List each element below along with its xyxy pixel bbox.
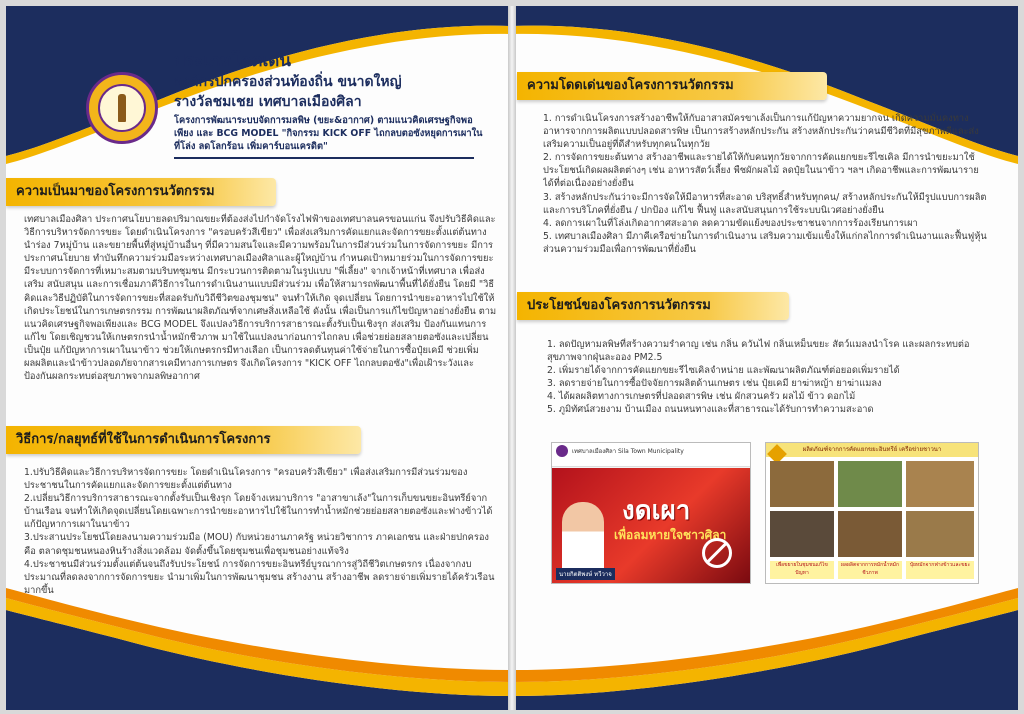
highlight-item: 3. สร้างหลักประกันว่าจะมีการจัดให้มีอาหารที่สะอาด บริสุทธิ์สำหรับทุกคน/ สร้างหลักประกันให้มีรูปแบบการผลิตและการบริโภคที่ยั่งยืน / ปกป้อง แก้ไข ฟื้นฟู และสนับสนุนการใช้ระบบนิเวศอย่างยั่งยืน: [543, 191, 987, 216]
award-title: รางวัลชมเชย เทศบาลเมืองศิลา: [174, 94, 362, 110]
mayor-portrait: [562, 502, 604, 576]
poster-header-text: เทศบาลเมืองศิลา Sila Town Municipality: [572, 448, 684, 455]
product-photo: [838, 511, 902, 557]
strategy-item: 1.ปรับวิธีคิดและวิธีการบริหารจัดการขยะ โดยดำเนินโครงการ "ครอบครัวสีเขียว" เพื่อส่งเสริมการมีส่วนร่วมของประชาชนในการคัดแยกและจัดการขยะตั้งแต่ต้นทาง: [24, 467, 468, 492]
strategy-item: 4.ประชาชนมีส่วนร่วมตั้งแต่ต้นจนถึงรับประโยชน์ การจัดการขยะอินทรีย์บูรณาการสู่วิถีชีวิตเกษตรกร เนื่องจากงบประมาณที่ลดลงจากการจัดการขยะ นำมาเพิ่มในการพัฒนาชุมชน สร้างงาน สร้างอาชีพ ลดรายจ่ายเพิ่มรายได้ครัวเรือนมากขึ้น: [24, 558, 495, 596]
book-spine: [508, 6, 516, 710]
benefit-item: 1. ลดปัญหามลพิษที่สร้างความรำคาญ เช่น กลิ่น ควันไฟ กลิ่นเหม็นขยะ สัตว์แมลงนำโรค และผลกระทบต่อสุขภาพจากฝุ่นละออง PM2.5: [547, 339, 970, 364]
page-avatar-icon: [556, 445, 568, 457]
strategy-item: 3.ประสานประโยชน์โดยลงนามความร่วมมือ (MOU) กับหน่วยงานภาครัฐ หน่วยวิชาการ ภาคเอกชน และฝ่ายปกครอง คือ ตลาดชุมชนหนองหินร้างสิ่งแวดล้อม จัดตั้งขึ้นโดยชุมชนเพื่อชุมชนอย่างแท้จริง: [24, 532, 489, 557]
no-burning-icon: [702, 538, 732, 568]
page-title: ประเภทโดดเด่น: [174, 51, 291, 71]
poster-big-text: งดเผา: [622, 496, 691, 526]
section-banner-background: [6, 178, 276, 206]
highlight-banner: [517, 72, 827, 100]
poster-caption: นายกิตติพงษ์ ทวีวาจ: [556, 568, 615, 580]
monument-icon: [118, 94, 126, 122]
municipality-logo: [86, 72, 158, 144]
collage-label-right: ปุ๋ยหมักจากฟางข้าวและขยะ: [906, 561, 974, 579]
benefit-item: 4. ได้ผลผลิตทางการเกษตรที่ปลอดสารพิษ เช่น ผักสวนครัว ผลไม้ ข้าว ดอกไม้: [547, 391, 856, 403]
strategy-list: [24, 466, 500, 606]
title-block: [174, 50, 484, 159]
poster-body: [552, 468, 750, 583]
org-type: องค์กรปกครองส่วนท้องถิ่น ขนาดใหญ่: [174, 74, 402, 90]
collage-label-left: เพื่อขยายในชุมชนแก้ไขปัญหา: [770, 561, 834, 579]
project-name: โครงการพัฒนาระบบจัดการมลพิษ (ขยะ&อากาศ) ตามแนวคิดเศรษฐกิจพอเพียง และ BCG MODEL "กิจกรรม KICK OFF ไถกลบตอซังหยุดการเผาในที่โล่ง ลดโลกร้อน เพิ่มคาร์บอนเครดิต": [174, 115, 483, 152]
benefit-item: 2. เพิ่มรายได้จากการคัดแยกขยะรีไซเคิลจำหน่าย และพัฒนาผลิตภัณฑ์ต่อยอดเพิ่มรายได้: [547, 365, 900, 377]
poster-sub-text: เพื่อลมหายใจชาวศิลา: [614, 528, 727, 542]
benefits-heading: ประโยชน์ของโครงการนวัตกรรม: [527, 298, 711, 313]
compost-photo: [770, 461, 834, 507]
section-heading: ความเป็นมาของโครงการนวัตกรรม: [16, 184, 215, 199]
background-paragraph: เทศบาลเมืองศิลา ประกาศนโยบายลดปริมาณขยะที่ต้องส่งไปกำจัดโรงไฟฟ้าของเทศบาลนครขอนแก่น จึงปรับวิธีคิดและวิธีการบริหารจัดการขยะ โดยดำเนินโครงการ "ครอบครัวสีเขียว" เพื่อส่งเสริมการคัดแยกและจัดการขยะตั้งแต่ต้นทาง นำร่อง 7หมู่บ้าน และขยายพื้นที่สู่หมู่บ้านอื่นๆ ที่มีความสนใจและมีความพร้อมในการมีส่วนร่วมในการจัดการขยะ มีการประกาศนโยบาย ทำบันทึกความร่วมมือระหว่างเทศบาลเมืองศิลาและผู้ใหญ่บ้าน กำหนดเป้าหมายร่วมในการจัดการขยะ มีระบบการจัดการที่เหมาะสมตามบริบทชุมชน มีกระบวนการติดตามในรูปแบบ "พี่เลี้ยง" จากเจ้าหน้าที่เทศบาล เพื่อส่งเสริม สนับสนุน และการเชื่อมภาคีวิธีการในการดำเนินงานแบบมีส่วนร่วม เพื่อให้สามารถพัฒนาพื้นที่ได้ยั่งยืน โดยมี "วิธีคิดและวิธีปฏิบัติในการจัดการขยะที่สอดรับกับวิถีชีวิตของชุมชน" จนทำให้เกิด จุดเปลี่ยน โดยการนำขยะอาหารไปใช้ให้เกิดประโยชน์ในการเกษตรกรรม การพัฒนาผลิตภัณฑ์จากเศษสิ่งเหลือใช้ ดังนั้น เพื่อเป็นการแก้ไขปัญหาอย่างยั่งยืน ตามแนวคิดเศรษฐกิจพอเพียงและ BCG MODEL จึงแปลงวิธีการบริการสาธารณะตั้งรับเป็นเชิงรุก ส่งเสริม ป้องกันแทนการแก้ไข โดยเชิญชวนให้เกษตรกรนำน้ำหมักชีวภาพ มาใช้ในแปลงนาก่อนการไถกลบ เพื่อช่วยย่อยสลายตอซังและเปลี่ยนเป็นปุ๋ย แก้ปัญหาการเผาในนาข้าว ช่วยให้เกษตรกรมีทางเลือก เป็นการลดต้นทุนค่าใช้จ่ายในการซื้อปุ๋ยเคมี ช่วยเพิ่มผลผลิตและนำข้าวปลอดภัยจากสารเคมีทางการเกษตร จึงเกิดโครงการ "KICK OFF ไถกลบตอซัง"เพื่อเฝ้าระวังและป้องกันผลกระทบต่อสุขภาพจากมลพิษอากาศ: [24, 214, 497, 383]
farm-photo: [838, 461, 902, 507]
benefit-item: 5. ภูมิทัศน์สวยงาม บ้านเมือง ถนนหนทางและที่สาธารณะได้รับการทำความสะอาด: [547, 404, 874, 416]
benefit-item: 3. ลดรายจ่ายในการซื้อปัจจัยการผลิตด้านเกษตร เช่น ปุ๋ยเคมี ยาฆ่าหญ้า ยาฆ่าแมลง: [547, 378, 882, 390]
strategy-item: 2.เปลี่ยนวิธีการบริการสาธารณะจากตั้งรับเป็นเชิงรุก โดยจ้างเหมาบริการ "อาสาขาเล้ง"ในการเก็บขนขยะอินทรีย์จากบ้านเรือน จนทำให้เกิดจุดเปลี่ยนโดยเฉพาะการนำขยะอาหารไปใช้ในการทำน้ำหมักช่วยย่อยสลายตอซังและฟางข้าวได้ แก้ปัญหาการเผาในนาข้าว: [24, 493, 493, 531]
highlight-list: [543, 112, 995, 277]
highlight-heading: ความโดดเด่นของโครงการนวัตกรรม: [527, 78, 734, 93]
collage-title: ผลิตภัณฑ์จากการคัดแยกขยะอินทรีย์ เครือข่ายชาวนา: [766, 443, 978, 457]
fertilizer-photo: [906, 461, 974, 507]
benefits-banner: [517, 292, 789, 320]
collage-label-center: ผลผลิตจากการหมักน้ำหมักชีวภาพ: [838, 561, 902, 579]
rice-straw-photo: [906, 511, 974, 557]
title-underline: [174, 157, 474, 159]
left-page: [6, 6, 511, 710]
highlight-item: 5. เทศบาลเมืองศิลา มีภาคีเครือข่ายในการดำเนินงาน เสริมความเข้มแข็งให้แก่กลไกการดำเนินงานและฟื้นฟูหุ้นส่วนความร่วมมือเพื่อการพัฒนาที่ยั่งยืน: [543, 230, 987, 255]
strategy-heading: วิธีการ/กลยุทธ์ที่ใช้ในการดำเนินการโครงการ: [16, 432, 271, 447]
highlight-item: 4. ลดการเผาในที่โล่งเกิดอากาศสะอาด ลดความขัดแย้งของประชาชนจากการร้องเรียนการเผา: [543, 217, 918, 229]
benefits-list: [547, 338, 997, 438]
product-collage-photo: [765, 442, 979, 584]
logo-emblem: [98, 84, 146, 132]
poster-header: [552, 443, 750, 467]
right-page: [513, 6, 1018, 710]
highlight-item: 2. การจัดการขยะต้นทาง สร้างอาชีพและรายได้ให้กับคนทุกวัยจากการคัดแยกขยะรีไซเคิล มีการนำขยะมาใช้ประโยชน์เกิดผลผลิตต่างๆ เช่น อาหารสัตว์เลี้ยง พืชผักผลไม้ ลดปุ๋ยในนาข้าว ฯลฯ เกิดอาชีพและการพัฒนารายได้ที่ต่อเนื่องอย่างยั่งยืน: [543, 152, 979, 190]
strategy-banner: [6, 426, 361, 454]
ferment-photo: [770, 511, 834, 557]
campaign-poster-photo: [551, 442, 751, 584]
highlight-item: 1. การดำเนินโครงการสร้างอาชีพให้กับอาสาสมัครขาเล้งเป็นการแก้ปัญหาความยากจน เกิดความมั่นคงทางอาหารจากการผลิตแบบปลอดสารพิษ เป็นการสร้างหลักประกัน สร้างหลักประกันว่าคนมีชีวิตที่มีสุขภาพดีและส่งเสริมความเป็นอยู่ที่ดีสำหรับทุกคนในทุกวัย: [543, 113, 979, 151]
